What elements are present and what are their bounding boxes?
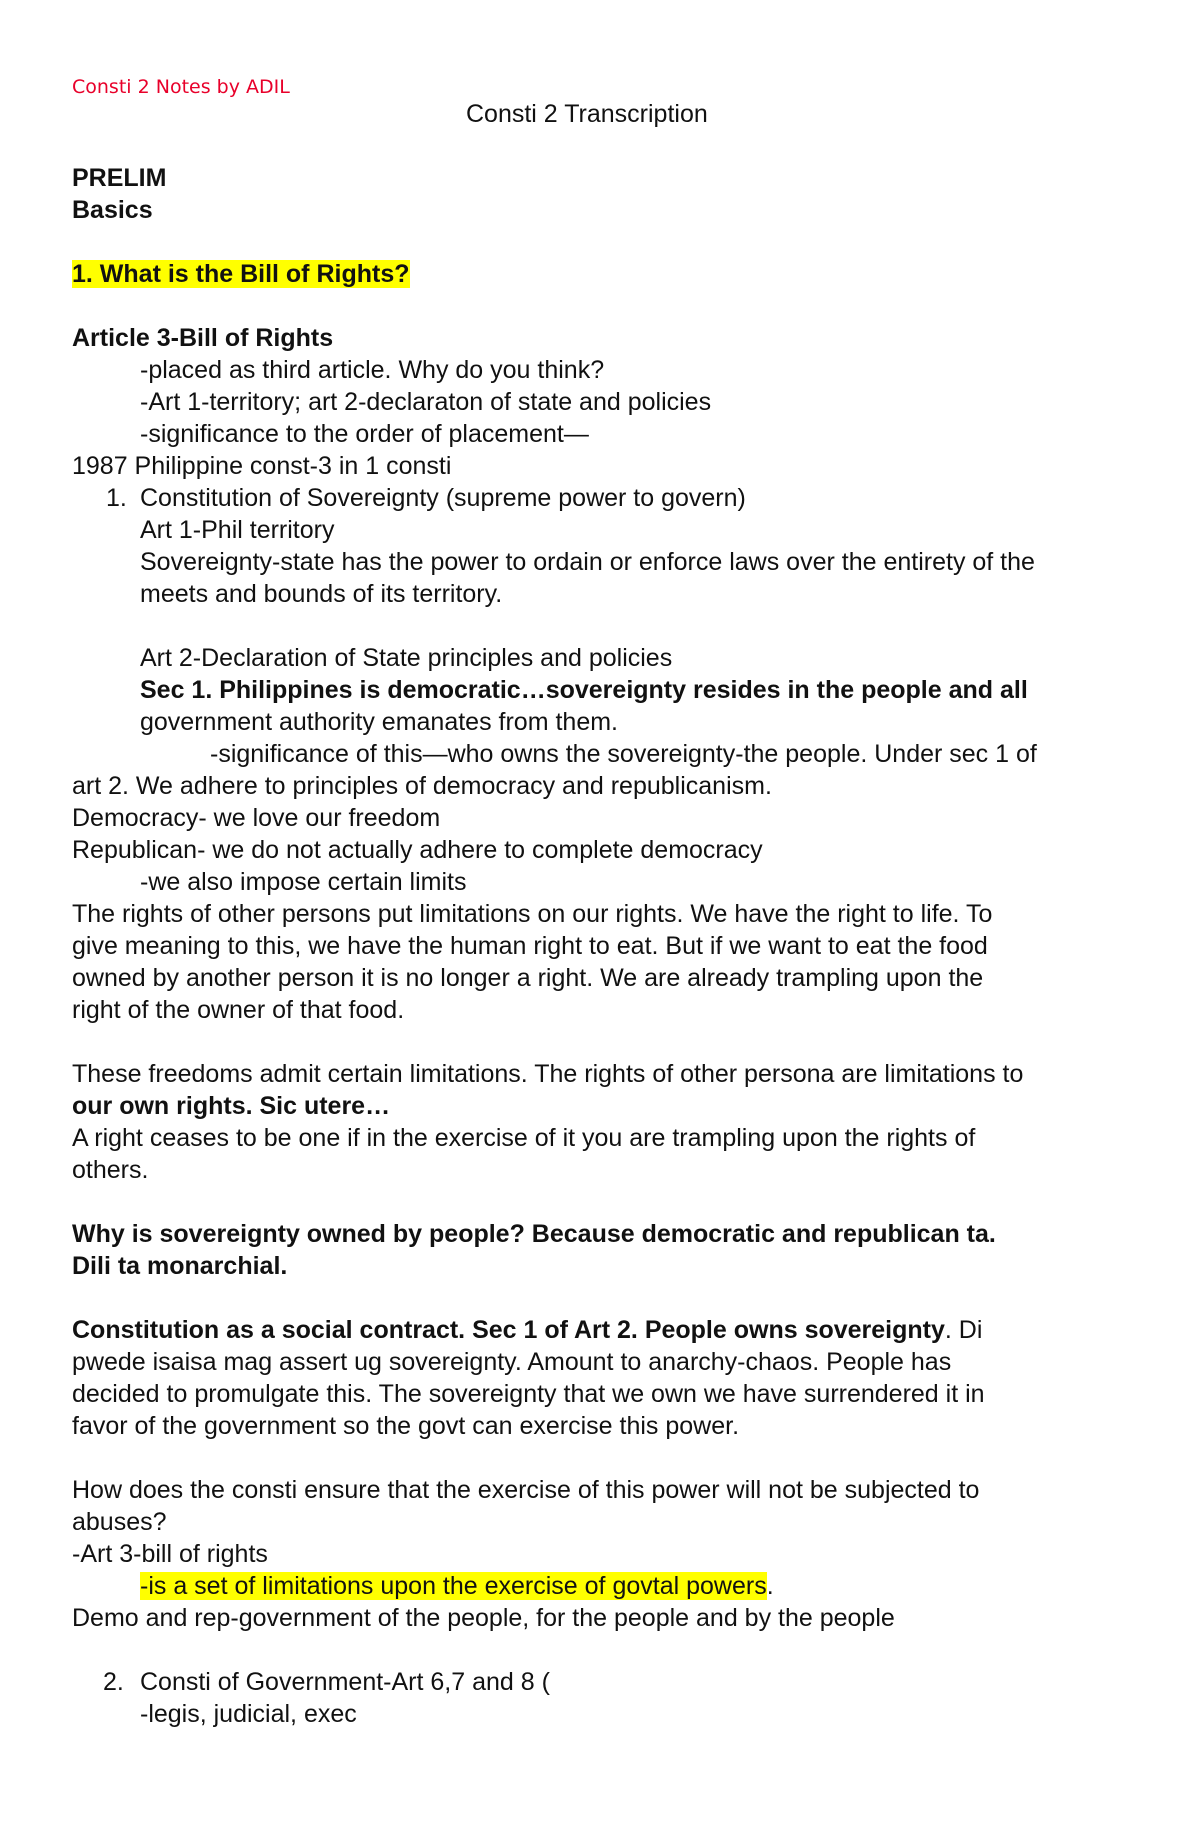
- social-contract-bold: Constitution as a social contract. Sec 1 of Art 2. People owns sovereignty: [72, 1316, 945, 1344]
- paragraph2-line-4: others.: [72, 1156, 149, 1184]
- section-prelim: PRELIM: [72, 164, 167, 192]
- item1-line-2: Art 1-Phil territory: [140, 516, 335, 544]
- item1-line-7: government authority emanates from them.: [140, 708, 619, 736]
- why-line-2: Dili ta monarchial.: [72, 1252, 288, 1280]
- item1-number: 1.: [106, 484, 127, 512]
- art3-bill-line: -Art 3-bill of rights: [72, 1540, 268, 1568]
- republican-line: Republican- we do not actually adhere to complete democracy: [72, 836, 763, 864]
- item2-number: 2.: [103, 1668, 124, 1696]
- article3-line-2: -Art 1-territory; art 2-declaraton of state and policies: [140, 388, 712, 416]
- social-contract-line-4: favor of the government so the govt can exercise this power.: [72, 1412, 740, 1440]
- item1-line-4: meets and bounds of its territory.: [140, 580, 503, 608]
- paragraph1-line-2: give meaning to this, we have the human right to eat. But if we want to eat the food: [72, 932, 988, 960]
- social-contract-line-3: decided to promulgate this. The sovereignty that we own we have surrendered it in: [72, 1380, 985, 1408]
- paragraph1-line-1: The rights of other persons put limitations on our rights. We have the right to life. To: [72, 900, 993, 928]
- item2-line-2: -legis, judicial, exec: [140, 1700, 357, 1728]
- limitations-end: .: [766, 1572, 774, 1600]
- how-line-2: abuses?: [72, 1508, 167, 1536]
- paragraph1-line-4: right of the owner of that food.: [72, 996, 405, 1024]
- social-contract-line-1: [72, 1314, 982, 1346]
- paragraph2-line-1: These freedoms admit certain limitations. The rights of other persona are limitations to: [72, 1060, 1024, 1088]
- limitations-line: [140, 1570, 774, 1602]
- demo-rep-line: Demo and rep-government of the people, for the people and by the people: [72, 1604, 895, 1632]
- limits-line: -we also impose certain limits: [140, 868, 467, 896]
- item1-line-9: art 2. We adhere to principles of democracy and republicanism.: [72, 772, 772, 800]
- notes-label: Consti 2 Notes by ADIL: [72, 76, 290, 98]
- paragraph2-line-2: our own rights. Sic utere…: [72, 1092, 391, 1120]
- paragraph1-line-3: owned by another person it is no longer a right. We are already trampling upon the: [72, 964, 984, 992]
- article3-line-3: -significance to the order of placement—: [140, 420, 589, 448]
- item1-line-3: Sovereignty-state has the power to ordain or enforce laws over the entirety of the: [140, 548, 1035, 576]
- social-contract-line-2: pwede isaisa mag assert ug sovereignty. Amount to anarchy-chaos. People has: [72, 1348, 952, 1376]
- how-line-1: How does the consti ensure that the exercise of this power will not be subjected to: [72, 1476, 980, 1504]
- section-basics: Basics: [72, 196, 153, 224]
- item1-line-5: Art 2-Declaration of State principles and policies: [140, 644, 673, 672]
- democracy-line: Democracy- we love our freedom: [72, 804, 441, 832]
- question-highlight: 1. What is the Bill of Rights?: [72, 260, 410, 288]
- question-heading: [72, 258, 410, 290]
- article3-heading: Article 3-Bill of Rights: [72, 324, 334, 352]
- article3-line-1: -placed as third article. Why do you think?: [140, 356, 605, 384]
- limitations-highlight: -is a set of limitations upon the exercise of govtal powers: [140, 1572, 767, 1600]
- social-contract-rest: . Di: [944, 1316, 983, 1344]
- item1-line-8: -significance of this—who owns the sovereignty-the people. Under sec 1 of: [210, 740, 1037, 768]
- document-title: Consti 2 Transcription: [466, 100, 708, 128]
- article3-line-4: 1987 Philippine const-3 in 1 consti: [72, 452, 452, 480]
- item1-line-1: Constitution of Sovereignty (supreme power to govern): [140, 484, 746, 512]
- item1-line-6: Sec 1. Philippines is democratic…sovereignty resides in the people and all: [140, 676, 1028, 704]
- paragraph2-line-3: A right ceases to be one if in the exercise of it you are trampling upon the rights of: [72, 1124, 976, 1152]
- item2-line-1: Consti of Government-Art 6,7 and 8 (: [140, 1668, 550, 1696]
- why-line-1: Why is sovereignty owned by people? Because democratic and republican ta.: [72, 1220, 996, 1248]
